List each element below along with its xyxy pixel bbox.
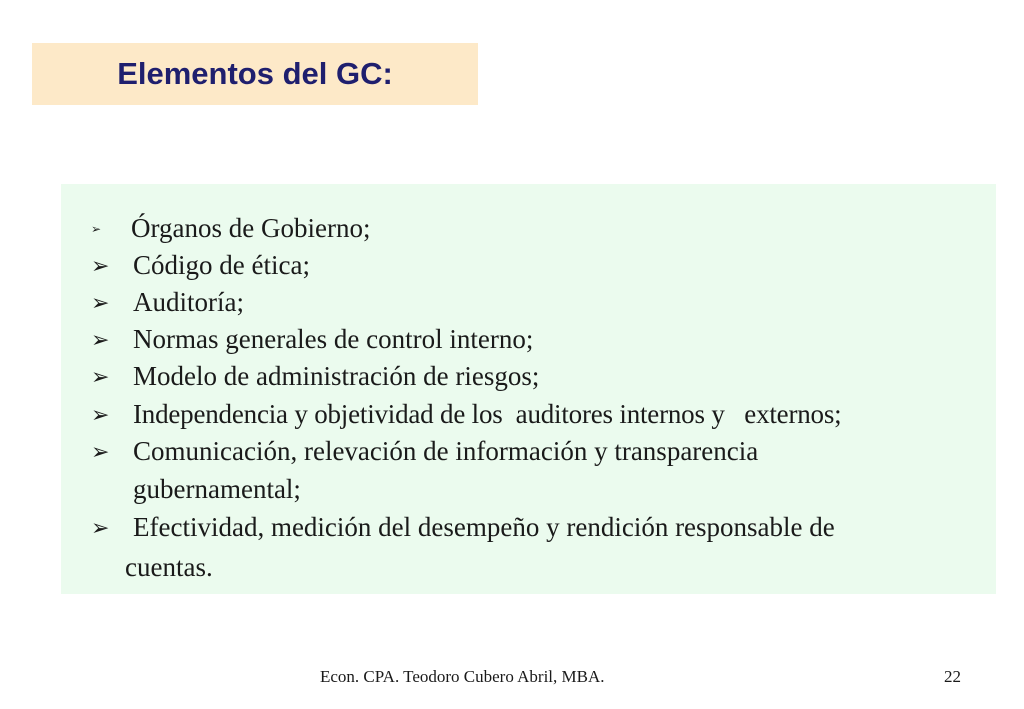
list-item: Efectividad, medición del desempeño y rendición responsable de	[133, 512, 835, 542]
arrowhead-bullet-icon: ➢	[91, 291, 110, 316]
list-item: Comunicación, relevación de información y transparencia	[133, 436, 759, 466]
slide-title: Elementos del GC:	[117, 56, 393, 91]
footer-author: Econ. CPA. Teodoro Cubero Abril, MBA.	[320, 667, 605, 686]
title-box	[32, 43, 478, 105]
arrowhead-bullet-icon: ➢	[91, 254, 110, 279]
page-number: 22	[944, 667, 961, 686]
list-item: Independencia y objetividad de los auditores internos y externos;	[133, 399, 842, 429]
list-item: Código de ética;	[133, 250, 310, 280]
arrowhead-bullet-icon: ➢	[91, 365, 110, 390]
list-item-continuation: cuentas.	[125, 552, 213, 582]
bullet-list	[61, 184, 996, 594]
arrowhead-bullet-icon: ➢	[91, 222, 102, 236]
arrowhead-bullet-icon: ➢	[91, 516, 110, 541]
list-item: Órganos de Gobierno;	[131, 213, 371, 243]
arrowhead-bullet-icon: ➢	[91, 403, 110, 428]
arrowhead-bullet-icon: ➢	[91, 328, 110, 353]
content-box	[61, 184, 996, 594]
list-item: Auditoría;	[133, 287, 244, 317]
arrowhead-bullet-icon: ➢	[91, 440, 110, 465]
list-item: Modelo de administración de riesgos;	[133, 361, 540, 391]
list-item: Normas generales de control interno;	[133, 324, 534, 354]
list-item-continuation: gubernamental;	[133, 474, 301, 504]
